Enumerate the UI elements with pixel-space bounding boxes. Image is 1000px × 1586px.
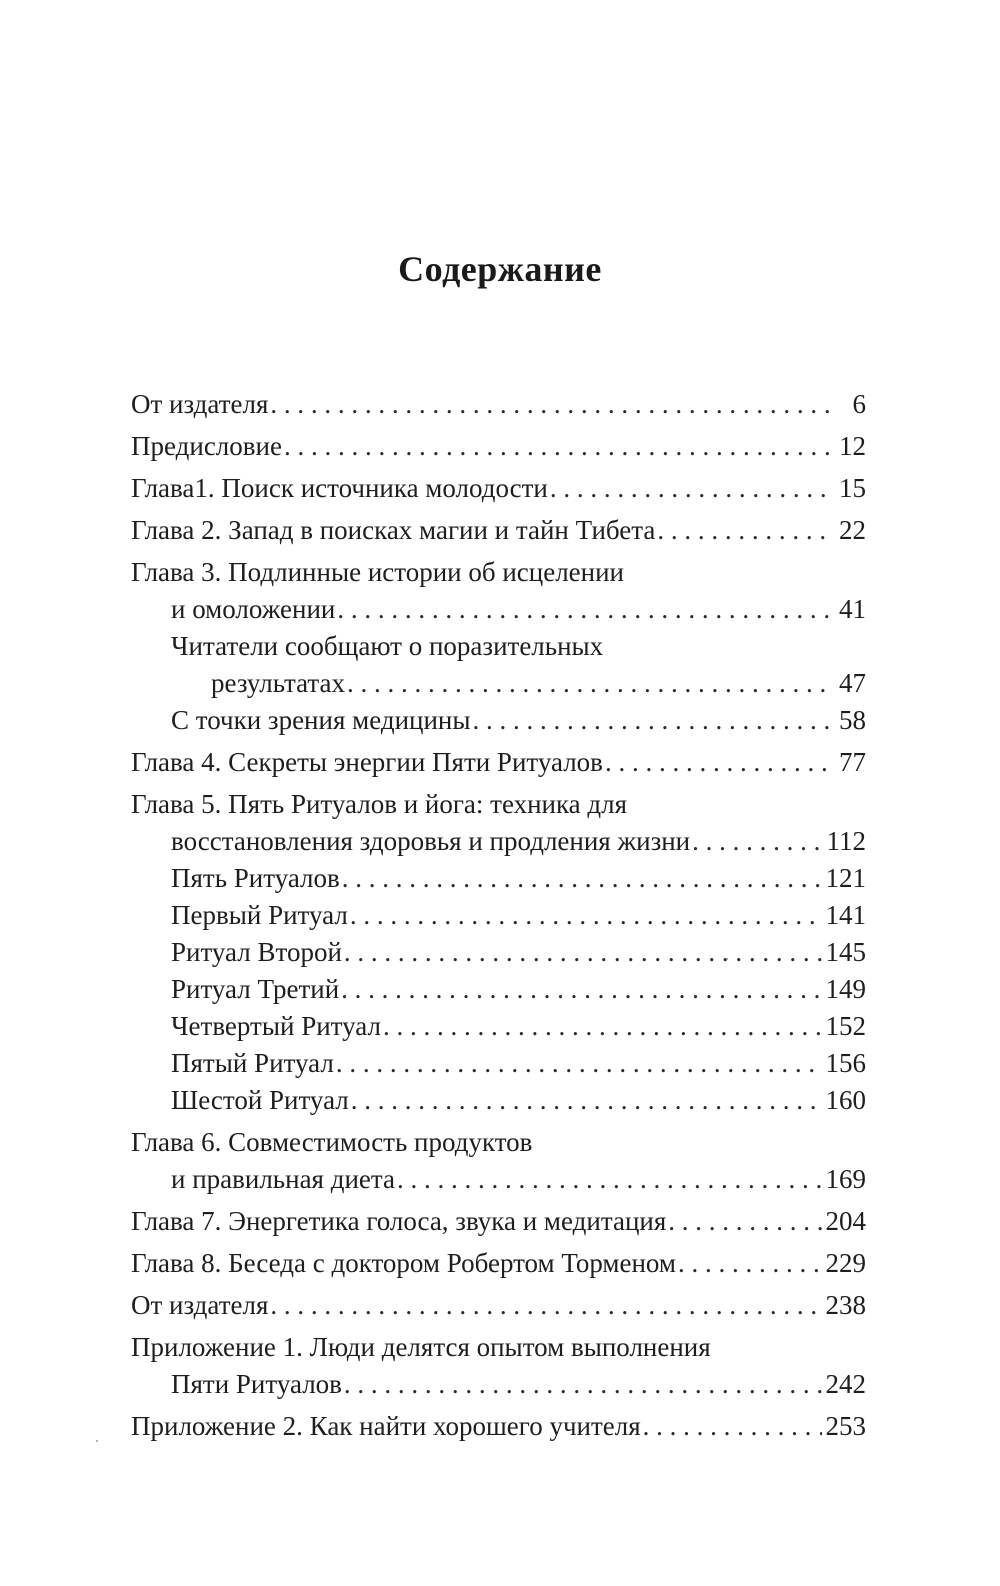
toc-entry-title: Глава 6. Совместимость продуктов [131, 1127, 533, 1157]
toc-line [131, 1329, 866, 1366]
toc-entry [131, 1124, 866, 1198]
dot-leader [347, 665, 832, 702]
toc-entry [131, 512, 866, 549]
toc-entry-title: Пяти Ритуалов [171, 1369, 342, 1399]
toc-line [131, 1045, 866, 1082]
toc-page-number: 12 [839, 431, 866, 461]
toc-entry-title: Глава 7. Энергетика голоса, звука и медитация [131, 1206, 667, 1236]
toc-entry [131, 897, 866, 934]
toc-entry-title: восстановления здоровья и продления жизни [171, 826, 691, 856]
toc-entry-title: Глава 3. Подлинные истории об исцелении [131, 557, 625, 587]
toc-entry-title: От издателя [131, 389, 269, 419]
toc-entry [131, 428, 866, 465]
toc-page-number: 77 [839, 747, 866, 777]
toc-entry-title: Глава 2. Запад в поисках магии и тайн Тибета [131, 515, 656, 545]
toc-entry-title: результатах [211, 668, 346, 698]
toc-line [131, 1366, 866, 1403]
toc-entry [131, 786, 866, 860]
toc-entry [131, 1287, 866, 1324]
toc-entry-title: Четвертый Ритуал [171, 1011, 381, 1041]
toc-line [131, 1082, 866, 1119]
toc-line [131, 1124, 866, 1161]
dot-leader [284, 428, 832, 465]
toc-entry [131, 386, 866, 423]
toc-entry [131, 1408, 866, 1445]
toc-page-number: 152 [825, 1011, 866, 1041]
toc-page-number: 156 [825, 1048, 866, 1078]
dot-leader [383, 1008, 822, 1045]
table-of-contents [131, 386, 866, 1445]
toc-page-number: 121 [825, 863, 866, 893]
toc-line [131, 512, 866, 549]
toc-page-number: 58 [839, 705, 866, 735]
toc-page-number: 112 [826, 826, 866, 856]
toc-entry-title: Читатели сообщают о поразительных [171, 631, 604, 661]
dot-leader [337, 591, 832, 628]
toc-line [131, 971, 866, 1008]
toc-entry-title: От издателя [131, 1290, 269, 1320]
toc-entry-title: Приложение 1. Люди делятся опытом выполнения [131, 1332, 711, 1362]
toc-page-number: 22 [839, 515, 866, 545]
toc-page-number: 242 [825, 1369, 866, 1399]
dot-leader [342, 860, 822, 897]
dot-leader [605, 744, 832, 781]
toc-line [131, 628, 866, 665]
toc-line [131, 1203, 866, 1240]
paper-speck [96, 1440, 98, 1442]
toc-entry [131, 1203, 866, 1240]
dot-leader [668, 1203, 821, 1240]
toc-entry [131, 860, 866, 897]
toc-entry [131, 934, 866, 971]
toc-line [131, 897, 866, 934]
toc-entry [131, 971, 866, 1008]
toc-page-number: 141 [825, 900, 866, 930]
toc-line [131, 744, 866, 781]
dot-leader [336, 1045, 822, 1082]
toc-entry-title: Первый Ритуал [171, 900, 348, 930]
toc-entry-title: Предисловие [131, 431, 282, 461]
toc-page-number: 145 [825, 937, 866, 967]
toc-page-number: 15 [839, 473, 866, 503]
dot-leader [643, 1408, 822, 1445]
toc-entry-title: Глава 8. Беседа с доктором Робертом Торменом [131, 1248, 676, 1278]
toc-entry-title: Приложение 2. Как найти хорошего учителя [131, 1411, 641, 1441]
toc-entry-title: Пять Ритуалов [171, 863, 340, 893]
toc-entry-title: Глава 5. Пять Ритуалов и йога: техника для [131, 789, 628, 819]
toc-line [131, 860, 866, 897]
toc-line [131, 1008, 866, 1045]
toc-line [131, 702, 866, 739]
toc-entry-title: Глава1. Поиск источника молодости [131, 473, 548, 503]
toc-entry-title: Ритуал Третий [171, 974, 340, 1004]
dot-leader [550, 470, 832, 507]
dot-leader [341, 971, 821, 1008]
toc-line [131, 386, 866, 423]
toc-entry-title: и правильная диета [171, 1164, 396, 1194]
toc-entry [131, 554, 866, 628]
dot-leader [270, 386, 832, 423]
dot-leader [344, 934, 822, 971]
toc-entry [131, 1329, 866, 1403]
page-title: Содержание [398, 249, 602, 289]
toc-line [131, 1245, 866, 1282]
toc-entry [131, 628, 866, 702]
toc-entry [131, 744, 866, 781]
toc-page-number: 41 [839, 594, 866, 624]
toc-entry-title: Ритуал Второй [171, 937, 342, 967]
dot-leader [473, 702, 832, 739]
toc-line [131, 470, 866, 507]
dot-leader [657, 512, 832, 549]
toc-page-number: 169 [825, 1164, 866, 1194]
toc-entry-title: Пятый Ритуал [171, 1048, 334, 1078]
toc-line [131, 554, 866, 591]
toc-line [131, 665, 866, 702]
toc-line [131, 823, 866, 860]
toc-line [131, 1161, 866, 1198]
toc-page-number: 238 [825, 1290, 866, 1320]
toc-line [131, 786, 866, 823]
dot-leader [678, 1245, 822, 1282]
dot-leader [350, 897, 822, 934]
dot-leader [270, 1287, 821, 1324]
toc-page-number: 47 [839, 668, 866, 698]
toc-line [131, 1287, 866, 1324]
toc-entry [131, 1245, 866, 1282]
toc-entry [131, 702, 866, 739]
toc-entry-title: Шестой Ритуал [171, 1085, 349, 1115]
toc-entry-title: Глава 4. Секреты энергии Пяти Ритуалов [131, 747, 603, 777]
toc-entry [131, 1082, 866, 1119]
paper-speck [726, 958, 728, 960]
toc-page-number: 204 [825, 1206, 866, 1236]
dot-leader [397, 1161, 821, 1198]
toc-line [131, 591, 866, 628]
dot-leader [351, 1082, 822, 1119]
toc-page-number: 149 [825, 974, 866, 1004]
dot-leader [344, 1366, 822, 1403]
toc-line [131, 1408, 866, 1445]
toc-entry [131, 470, 866, 507]
dot-leader [692, 823, 822, 860]
toc-entry [131, 1008, 866, 1045]
toc-line [131, 428, 866, 465]
toc-entry [131, 1045, 866, 1082]
toc-entry-title: С точки зрения медицины [171, 705, 471, 735]
toc-page-number: 229 [825, 1248, 866, 1278]
toc-page-number: 253 [825, 1411, 866, 1441]
toc-page-number: 160 [825, 1085, 866, 1115]
toc-page-number: 6 [852, 389, 866, 419]
toc-entry-title: и омоложении [171, 594, 336, 624]
toc-line [131, 934, 866, 971]
